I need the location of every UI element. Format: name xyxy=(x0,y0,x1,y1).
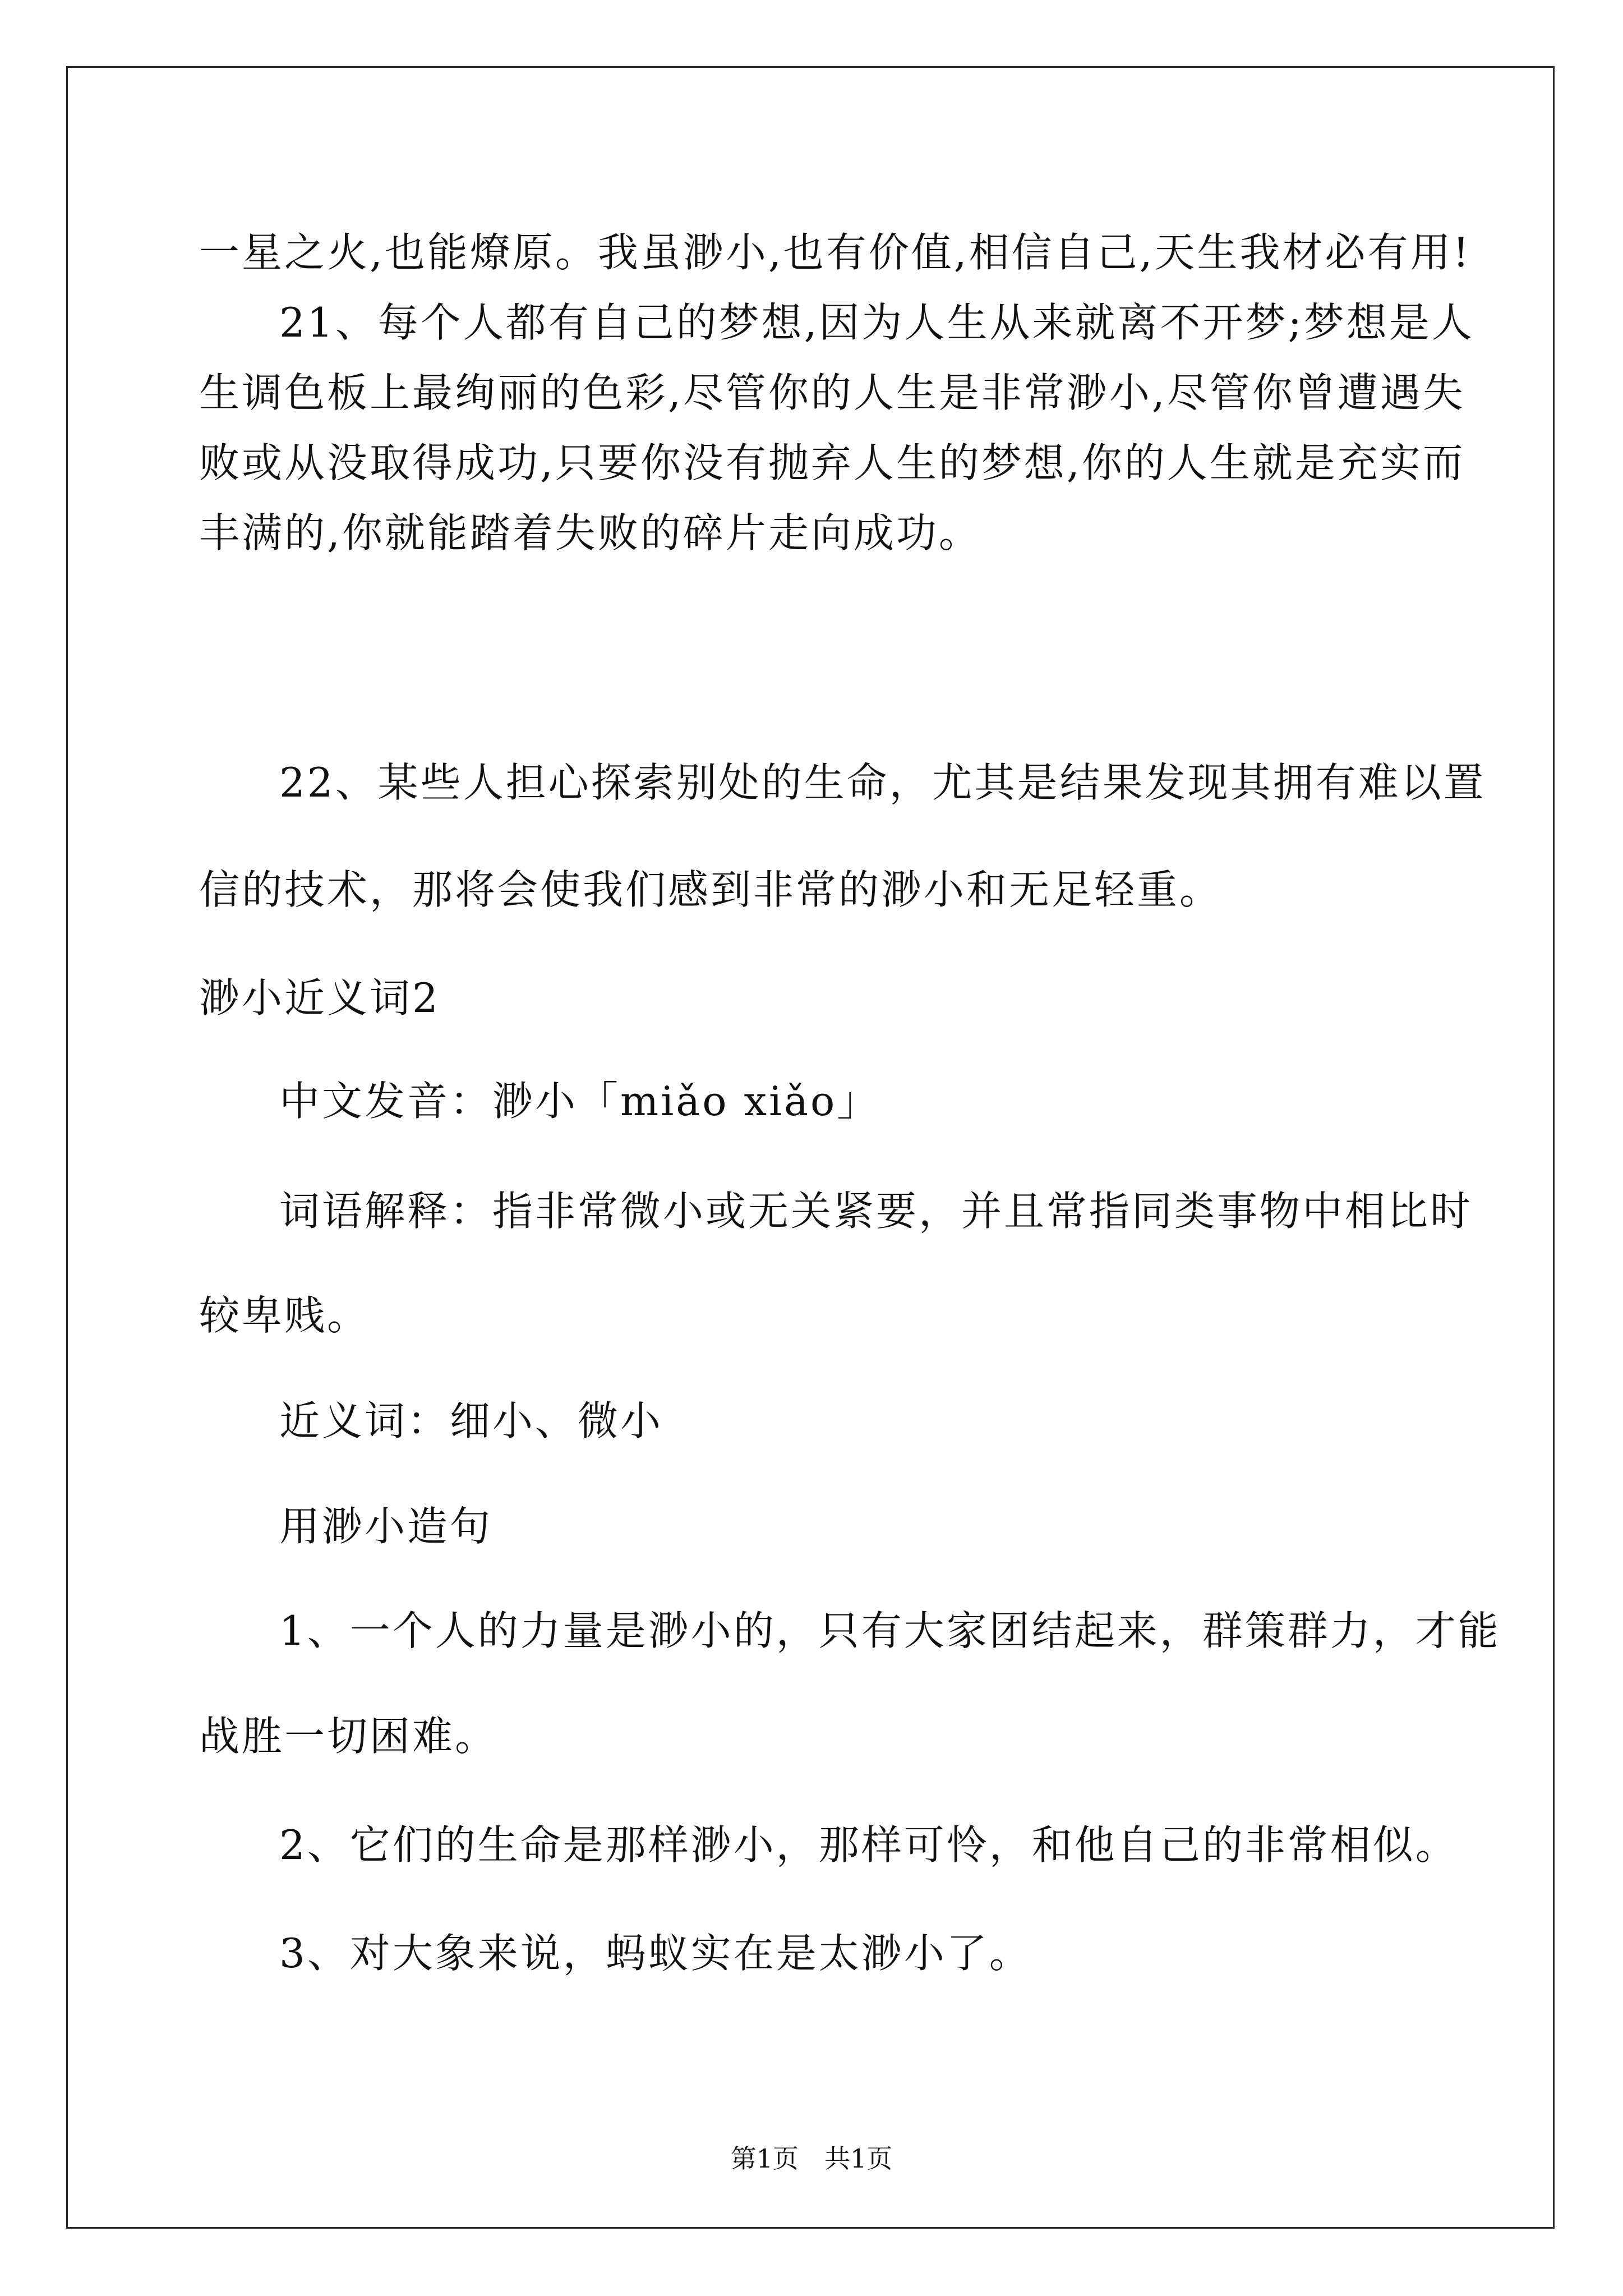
text-line: 丰满的,你就能踏着失败的碎片走向成功。 xyxy=(199,509,981,556)
text-line: 2、它们的生命是那样渺小，那样可怜，和他自己的非常相似。 xyxy=(279,1821,1458,1869)
text-line: 较卑贱。 xyxy=(199,1292,370,1339)
text-line: 词语解释：指非常微小或无关紧要，并且常指同类事物中相比时 xyxy=(279,1188,1473,1235)
page-number: 第1页 共1页 xyxy=(730,2143,893,2174)
text-line: 败或从没取得成功,只要你没有抛弃人生的梦想,你的人生就是充实而 xyxy=(199,439,1465,486)
text-line: 近义词：细小、微小 xyxy=(279,1397,663,1444)
text-line: 信的技术，那将会使我们感到非常的渺小和无足轻重。 xyxy=(199,866,1223,913)
text-line: 1、一个人的力量是渺小的，只有大家团结起来，群策群力，才能 xyxy=(279,1607,1501,1654)
text-line: 22、某些人担心探索别处的生命，尤其是结果发现其拥有难以置 xyxy=(279,759,1486,806)
text-line: 3、对大象来说，蚂蚁实在是太渺小了。 xyxy=(279,1930,1032,1977)
text-line: 21、每个人都有自己的梦想,因为人生从来就离不开梦;梦想是人 xyxy=(279,299,1474,346)
section-heading: 渺小近义词2 xyxy=(199,974,440,1022)
text-line: 用渺小造句 xyxy=(279,1503,493,1550)
text-line: 一星之火,也能燎原。我虽渺小,也有价值,相信自己,天生我材必有用! xyxy=(199,229,1472,276)
text-line: 中文发音：渺小「miǎo xiǎo」 xyxy=(279,1078,880,1125)
text-line: 战胜一切困难。 xyxy=(199,1713,498,1760)
text-line: 生调色板上最绚丽的色彩,尽管你的人生是非常渺小,尽管你曾遭遇失 xyxy=(199,369,1465,416)
page-footer xyxy=(0,2142,1623,2175)
